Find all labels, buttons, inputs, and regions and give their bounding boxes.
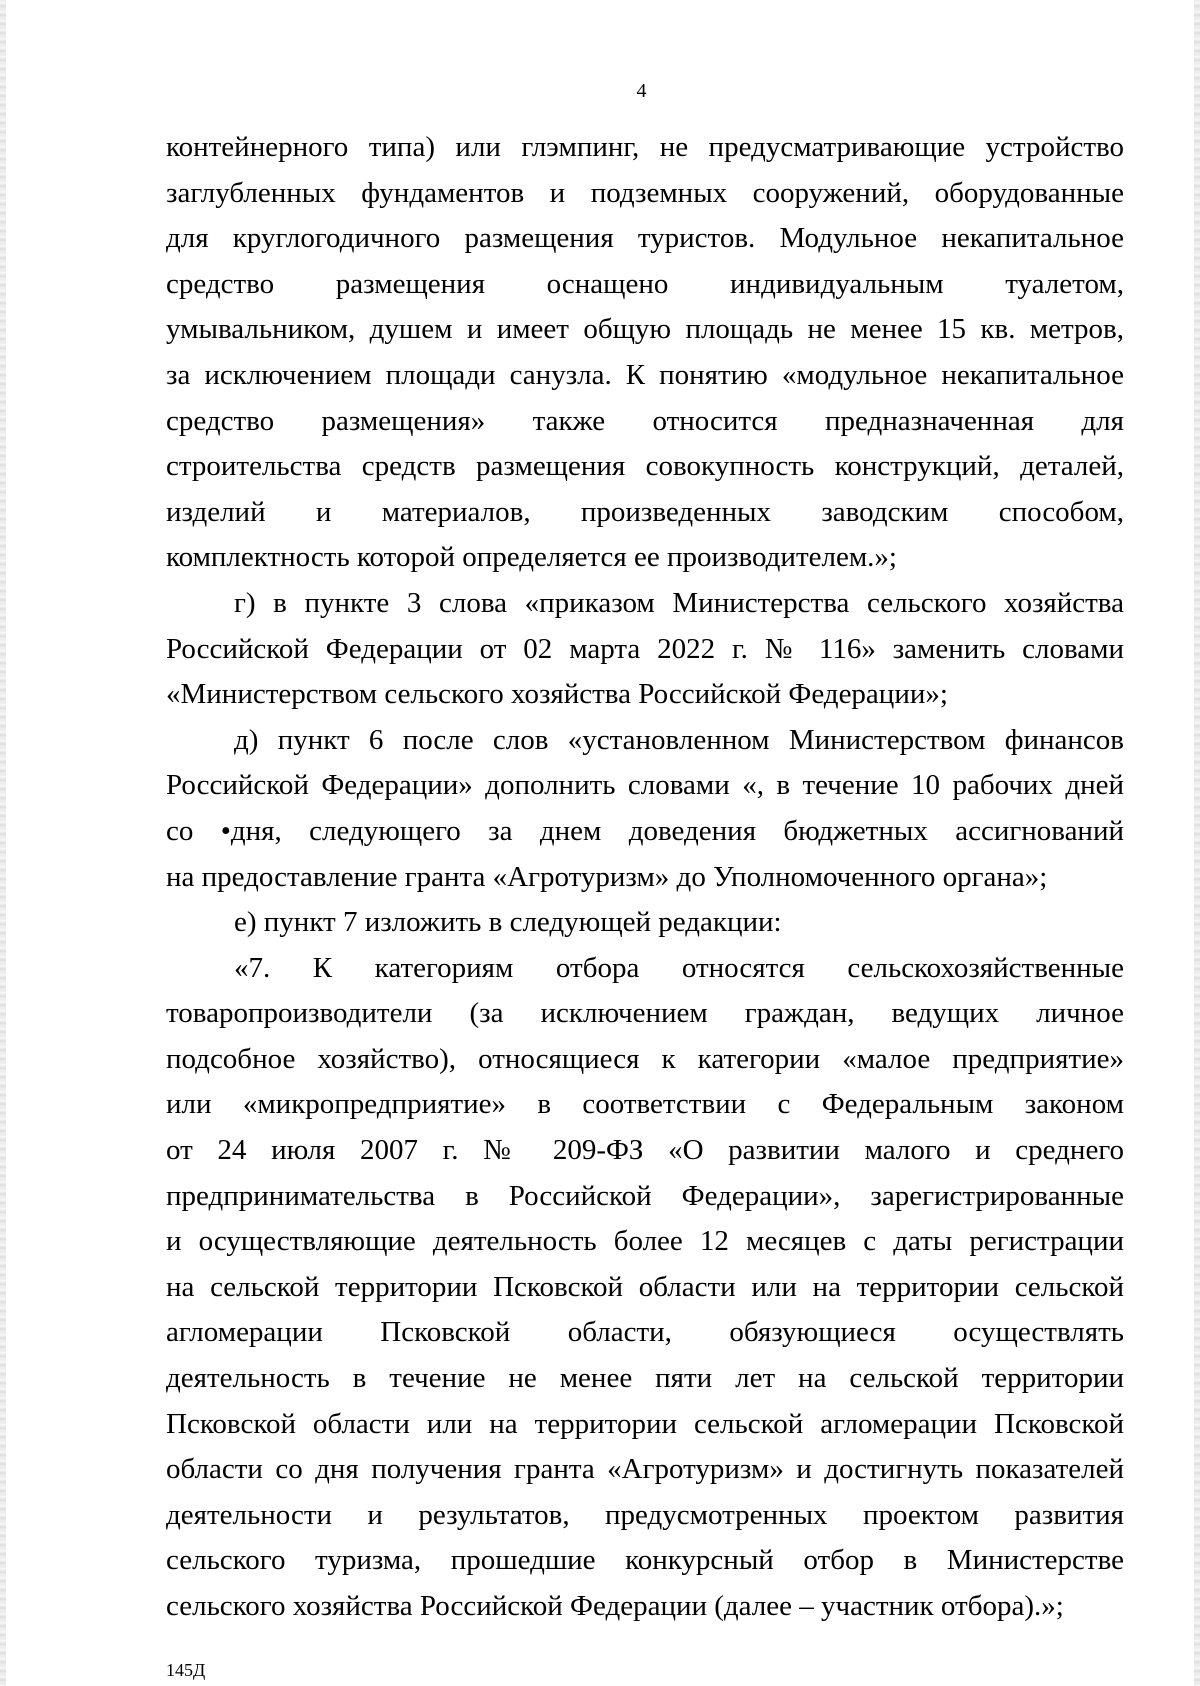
text-line: средство размещения» также относится предназначенная для xyxy=(166,404,1124,437)
text-line: средство размещения оснащено индивидуальным туалетом, xyxy=(166,267,1124,300)
text-line: подсобное хозяйство), относящиеся к категории «малое предприятие» xyxy=(166,1042,1124,1075)
text-line: за исключением площади санузла. К понятию «модульное некапитальное xyxy=(166,358,1124,391)
text-line: д) пункт 6 после слов «установленном Министерством финансов xyxy=(234,723,1124,756)
text-line: предпринимательства в Российской Федерации», зарегистрированные xyxy=(166,1179,1124,1212)
text-line: сельского хозяйства Российской Федерации (далее – участник отбора).»; xyxy=(166,1590,1064,1622)
text-line: деятельность в течение не менее пяти лет на сельской территории xyxy=(166,1362,1124,1395)
text-line: и осуществляющие деятельность более 12 месяцев с даты регистрации xyxy=(166,1225,1124,1258)
text-line: области со дня получения гранта «Агротуризм» и достигнуть показателей xyxy=(166,1453,1124,1486)
text-line: г) в пункте 3 слова «приказом Министерства сельского хозяйства xyxy=(234,586,1124,619)
text-line: «Министерством сельского хозяйства Российской Федерации»; xyxy=(166,678,948,711)
text-line: е) пункт 7 изложить в следующей редакции: xyxy=(234,906,782,939)
text-line: Российской Федерации от 02 марта 2022 г. № 116» заменить словами xyxy=(166,632,1124,665)
text-line: для круглогодичного размещения туристов. Модульное некапитальное xyxy=(166,222,1124,255)
scan-edge-right xyxy=(1194,0,1200,1686)
scan-edge-left xyxy=(0,0,6,1686)
text-line: контейнерного типа) или глэмпинг, не предусматривающие устройство xyxy=(166,131,1124,163)
text-line: Псковской области или на территории сельской агломерации Псковской xyxy=(166,1407,1124,1440)
text-line: комплектность которой определяется ее производителем.»; xyxy=(166,541,897,574)
text-line: сельского туризма, прошедшие конкурсный отбор в Министерстве xyxy=(166,1544,1124,1577)
text-line: на сельской территории Псковской области или на территории сельской xyxy=(166,1270,1124,1303)
text-line: от 24 июля 2007 г. № 209-ФЗ «О развитии малого и среднего xyxy=(166,1134,1124,1167)
document-code: 145Д xyxy=(166,1660,206,1680)
text-line: изделий и материалов, произведенных заводским способом, xyxy=(166,495,1124,528)
text-line: Российской Федерации» дополнить словами «, в течение 10 рабочих дней xyxy=(166,769,1124,802)
text-line: деятельности и результатов, предусмотренных проектом развития xyxy=(166,1498,1124,1531)
text-line: «7. К категориям отбора относятся сельскохозяйственные xyxy=(234,951,1124,984)
text-line: со •дня, следующего за днем доведения бюджетных ассигнований xyxy=(166,814,1124,847)
text-line: агломерации Псковской области, обязующиеся осуществлять xyxy=(166,1316,1124,1349)
text-line: на предоставление гранта «Агротуризм» до Уполномоченного органа»; xyxy=(166,860,1048,893)
text-line: или «микропредприятие» в соответствии с Федеральным законом xyxy=(166,1088,1124,1121)
text-line: заглубленных фундаментов и подземных сооружений, оборудованные xyxy=(166,176,1124,209)
page-number: 4 xyxy=(636,80,647,102)
text-line: строительства средств размещения совокупность конструкций, деталей, xyxy=(166,450,1124,483)
text-line: товаропроизводители (за исключением граждан, ведущих личное xyxy=(166,997,1124,1030)
text-line: умывальником, душем и имеет общую площадь не менее 15 кв. метров, xyxy=(166,313,1124,346)
document-body xyxy=(166,125,1124,1630)
